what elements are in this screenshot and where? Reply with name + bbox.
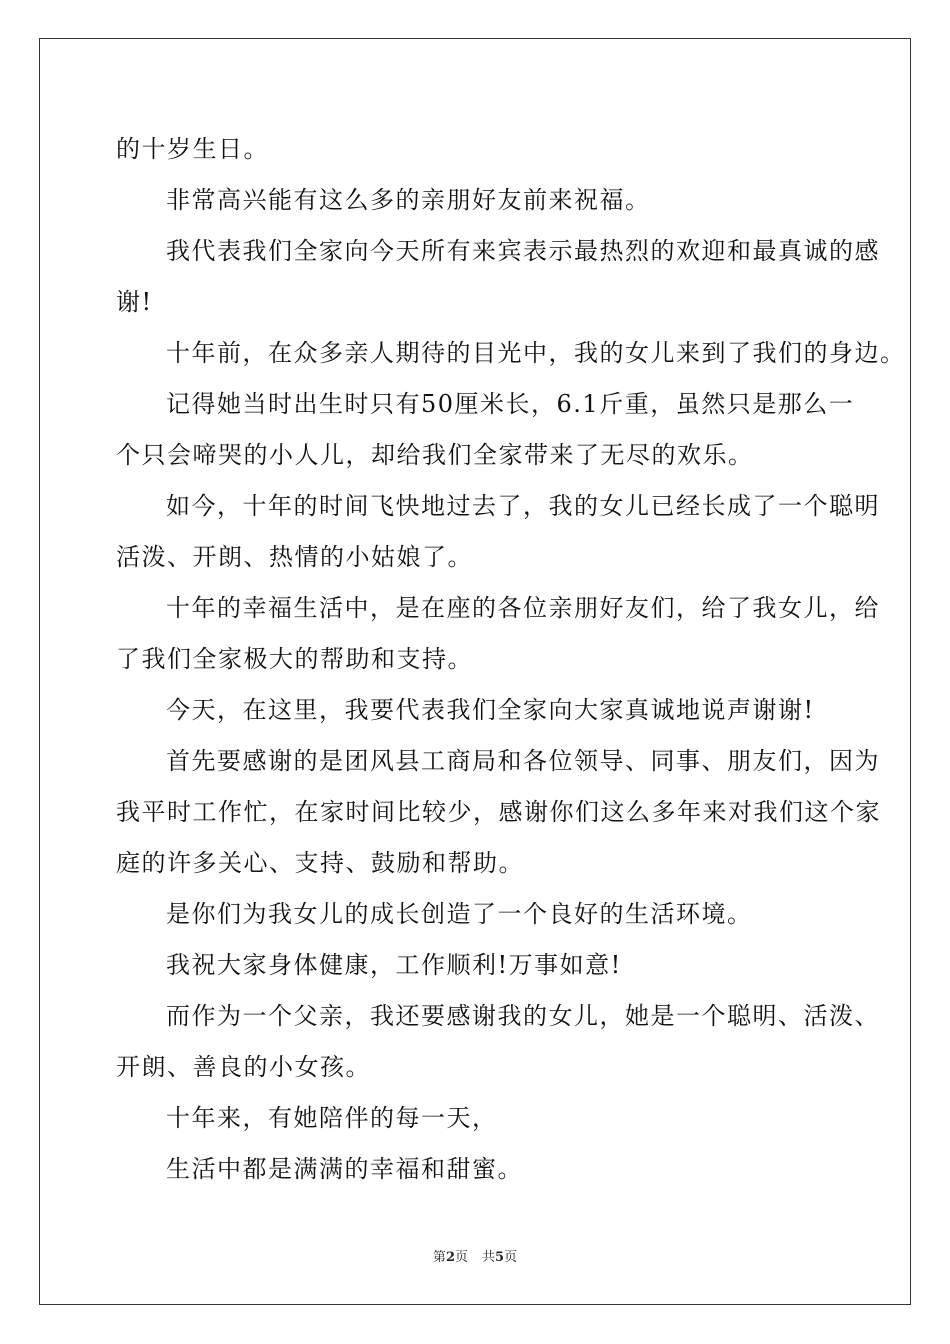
text-line: 我平时工作忙，在家时间比较少，感谢你们这么多年来对我们这个家: [116, 798, 881, 826]
text-line: 的十岁生日。: [116, 135, 269, 163]
page-footer: [0, 1246, 950, 1265]
text-line: 了我们全家极大的帮助和支持。: [116, 645, 473, 673]
total-pages: 5: [495, 1250, 505, 1265]
text-line: 非常高兴能有这么多的亲朋好友前来祝福。: [166, 186, 651, 214]
text-line: 如今，十年的时间飞快地过去了，我的女儿已经长成了一个聪明: [166, 492, 880, 520]
text-line: 个只会啼哭的小人儿，却给我们全家带来了无尽的欢乐。: [116, 441, 754, 469]
text-line: 记得她当时出生时只有50厘米长，6.1斤重，虽然只是那么一: [166, 390, 855, 418]
page-suffix: 页: [454, 1250, 468, 1265]
text-line: 十年的幸福生活中，是在座的各位亲朋好友们，给了我女儿，给: [166, 594, 880, 622]
total-prefix: 共: [482, 1250, 496, 1265]
text-line: 而作为一个父亲，我还要感谢我的女儿，她是一个聪明、活泼、: [166, 1002, 880, 1030]
text-line: 十年来，有她陪伴的每一天，: [166, 1104, 498, 1132]
text-line: 谢!: [116, 288, 153, 316]
document-body: [116, 124, 906, 1195]
text-line: 生活中都是满满的幸福和甜蜜。: [166, 1155, 523, 1183]
text-line: 庭的许多关心、支持、鼓励和帮助。: [116, 849, 524, 877]
text-line: 活泼、开朗、热情的小姑娘了。: [116, 543, 473, 571]
text-line: 我代表我们全家向今天所有来宾表示最热烈的欢迎和最真诚的感: [166, 237, 880, 265]
text-line: 首先要感谢的是团风县工商局和各位领导、同事、朋友们，因为: [166, 747, 880, 775]
text-line: 是你们为我女儿的成长创造了一个良好的生活环境。: [166, 900, 753, 928]
text-line: 开朗、善良的小女孩。: [116, 1053, 371, 1081]
text-line: 十年前，在众多亲人期待的目光中，我的女儿来到了我们的身边。: [166, 339, 906, 367]
page-prefix: 第: [432, 1250, 446, 1265]
text-line: 我祝大家身体健康，工作顺利!万事如意!: [166, 951, 622, 979]
total-suffix: 页: [504, 1250, 518, 1265]
text-line: 今天，在这里，我要代表我们全家向大家真诚地说声谢谢!: [166, 696, 815, 724]
page-number: 2: [445, 1250, 455, 1265]
